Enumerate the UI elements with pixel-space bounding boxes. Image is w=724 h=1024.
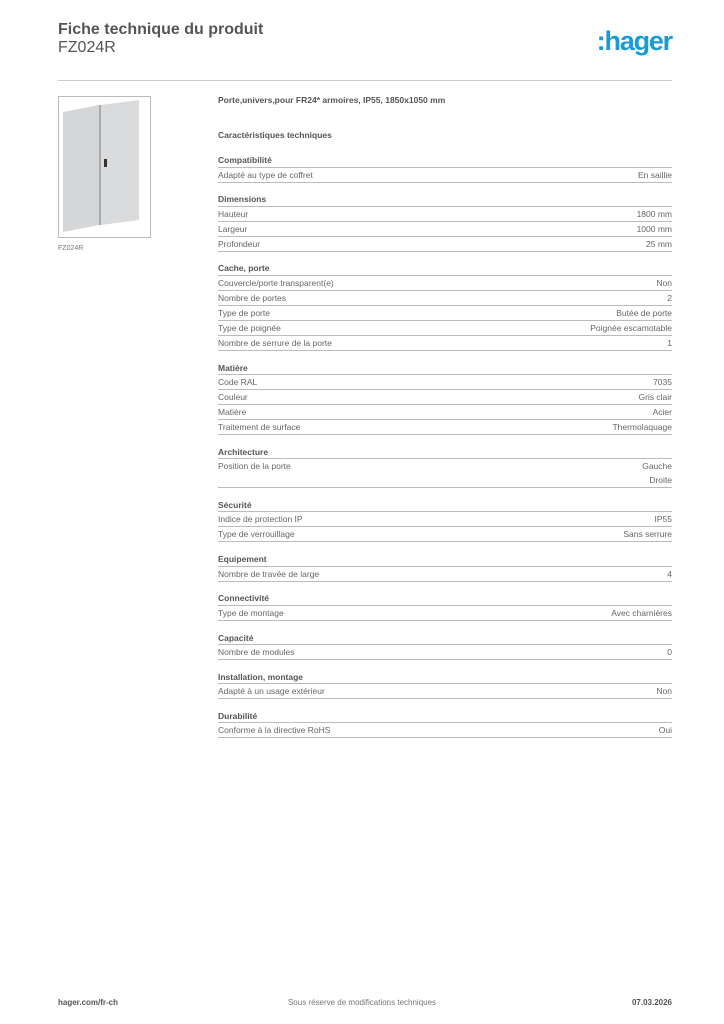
spec-value-line: Poignée escamotable — [590, 322, 672, 333]
spec-value-line: 1800 mm — [636, 208, 672, 219]
spec-label: Hauteur — [218, 208, 249, 219]
spec-value — [616, 306, 672, 320]
spec-section — [218, 445, 672, 489]
spec-label: Conforme à la directive RoHS — [218, 725, 331, 736]
spec-value-line: Gauche — [642, 461, 672, 472]
spec-row — [218, 420, 672, 435]
product-reference: FZ024R — [58, 39, 116, 56]
spec-label: Couvercle/porte transparent(e) — [218, 277, 334, 288]
spec-label: Nombre de portes — [218, 292, 287, 303]
spec-section — [218, 261, 672, 351]
spec-value-line: Droite — [649, 475, 672, 486]
spec-label: Code RAL — [218, 377, 258, 388]
spec-value — [638, 390, 672, 404]
spec-value — [653, 405, 672, 419]
section-heading: Durabilité — [218, 709, 672, 724]
spec-row — [218, 321, 672, 336]
spec-value-line: 25 mm — [646, 238, 672, 249]
spec-value-line: 7035 — [653, 377, 672, 388]
spec-sections — [218, 153, 672, 738]
spec-value-line: Avec charnières — [611, 607, 672, 618]
spec-section — [218, 709, 672, 739]
spec-value — [590, 321, 672, 335]
spec-value — [612, 420, 672, 434]
footer-website[interactable]: hager.com/fr-ch — [58, 998, 119, 1007]
spec-section — [218, 361, 672, 436]
section-heading: Connectivité — [218, 591, 672, 606]
spec-row — [218, 723, 672, 738]
spec-value — [637, 207, 672, 221]
page-title: Fiche technique du produit — [58, 21, 264, 38]
spec-value — [653, 375, 672, 389]
spec-row — [218, 237, 672, 252]
spec-row — [218, 512, 672, 527]
spec-value-line: En saillie — [637, 169, 672, 180]
spec-value — [646, 237, 672, 251]
spec-value-line: 1000 mm — [636, 223, 672, 234]
section-heading: Cache, porte — [218, 261, 672, 276]
spec-value-line: Butée de porte — [616, 307, 672, 318]
spec-label: Nombre de serrure de la porte — [218, 337, 332, 348]
spec-value — [656, 276, 672, 290]
section-heading: Equipement — [218, 552, 672, 567]
spec-row — [218, 684, 672, 699]
spec-label: Type de poignée — [218, 322, 281, 333]
header-divider — [58, 80, 672, 81]
spec-label: Traitement de surface — [218, 422, 301, 433]
spec-row — [218, 527, 672, 542]
spec-section — [218, 153, 672, 183]
section-heading: Compatibilité — [218, 153, 672, 168]
spec-value — [611, 606, 672, 620]
spec-section — [218, 591, 672, 621]
section-heading: Sécurité — [218, 498, 672, 513]
spec-value-line: IP55 — [654, 514, 672, 525]
section-heading: Installation, montage — [218, 670, 672, 685]
spec-value — [637, 222, 672, 236]
spec-value — [659, 723, 672, 737]
spec-value — [656, 684, 672, 698]
spec-row — [218, 567, 672, 582]
spec-value-line: 0 — [667, 647, 672, 657]
spec-value-line: Oui — [658, 725, 672, 736]
spec-label: Adapté à un usage extérieur — [218, 686, 325, 697]
spec-value-line: 2 — [667, 292, 672, 303]
spec-row — [218, 606, 672, 621]
spec-label: Nombre de modules — [218, 647, 295, 657]
spec-value-line: Acier — [652, 407, 672, 418]
spec-label: Type de montage — [218, 607, 284, 618]
spec-section — [218, 552, 672, 582]
spec-section — [218, 192, 672, 252]
spec-row — [218, 459, 672, 488]
spec-value-line: 1 — [667, 337, 672, 348]
section-heading: Capacité — [218, 631, 672, 646]
spec-row — [218, 390, 672, 405]
spec-row — [218, 222, 672, 237]
spec-label: Matière — [218, 407, 247, 418]
spec-label: Position de la porte — [218, 461, 291, 472]
spec-row — [218, 405, 672, 420]
footer-date: 07.03.2026 — [631, 998, 672, 1007]
spec-label: Type de verrouillage — [218, 529, 295, 540]
spec-value-line: Thermolaquage — [612, 422, 672, 433]
spec-value — [667, 645, 672, 659]
spec-content — [218, 95, 672, 748]
spec-row — [218, 168, 672, 183]
spec-value — [667, 567, 672, 581]
spec-label: Adapté au type de coffret — [218, 169, 313, 180]
section-heading: Dimensions — [218, 192, 672, 207]
spec-label: Nombre de travée de large — [218, 568, 320, 579]
hager-logo: :hager — [596, 26, 672, 56]
spec-section — [218, 670, 672, 700]
spec-section — [218, 498, 672, 543]
footer-disclaimer: Sous réserve de modifications techniques — [287, 998, 437, 1007]
spec-row — [218, 645, 672, 660]
spec-value-line: 4 — [667, 568, 672, 579]
spec-label: Type de porte — [218, 307, 270, 318]
spec-row — [218, 276, 672, 291]
spec-label: Couleur — [218, 392, 248, 403]
spec-row — [218, 375, 672, 390]
spec-row — [218, 336, 672, 351]
section-heading: Architecture — [218, 445, 672, 460]
spec-section — [218, 631, 672, 661]
spec-value — [623, 527, 672, 541]
spec-value-line: Gris clair — [638, 392, 672, 403]
spec-value — [638, 168, 672, 182]
image-caption: FZ024R — [58, 245, 84, 252]
section-heading: Matière — [218, 361, 672, 376]
spec-row — [218, 306, 672, 321]
product-description: Porte,univers,pour FR24* armoires, IP55, 1850x1050 mm — [218, 95, 446, 105]
spec-row — [218, 207, 672, 222]
spec-row — [218, 291, 672, 306]
spec-label: Profondeur — [218, 238, 261, 249]
spec-value — [655, 512, 673, 526]
spec-value-line: Non — [656, 686, 672, 697]
spec-value — [642, 459, 672, 487]
spec-label: Indice de protection IP — [218, 514, 303, 525]
characteristics-title: Caractéristiques techniques — [218, 130, 332, 140]
spec-value — [667, 291, 672, 305]
spec-value — [667, 336, 672, 350]
product-image — [58, 96, 151, 238]
spec-value-line: Non — [656, 277, 672, 288]
spec-label: Largeur — [218, 223, 248, 234]
spec-value-line: Sans serrure — [623, 529, 672, 540]
